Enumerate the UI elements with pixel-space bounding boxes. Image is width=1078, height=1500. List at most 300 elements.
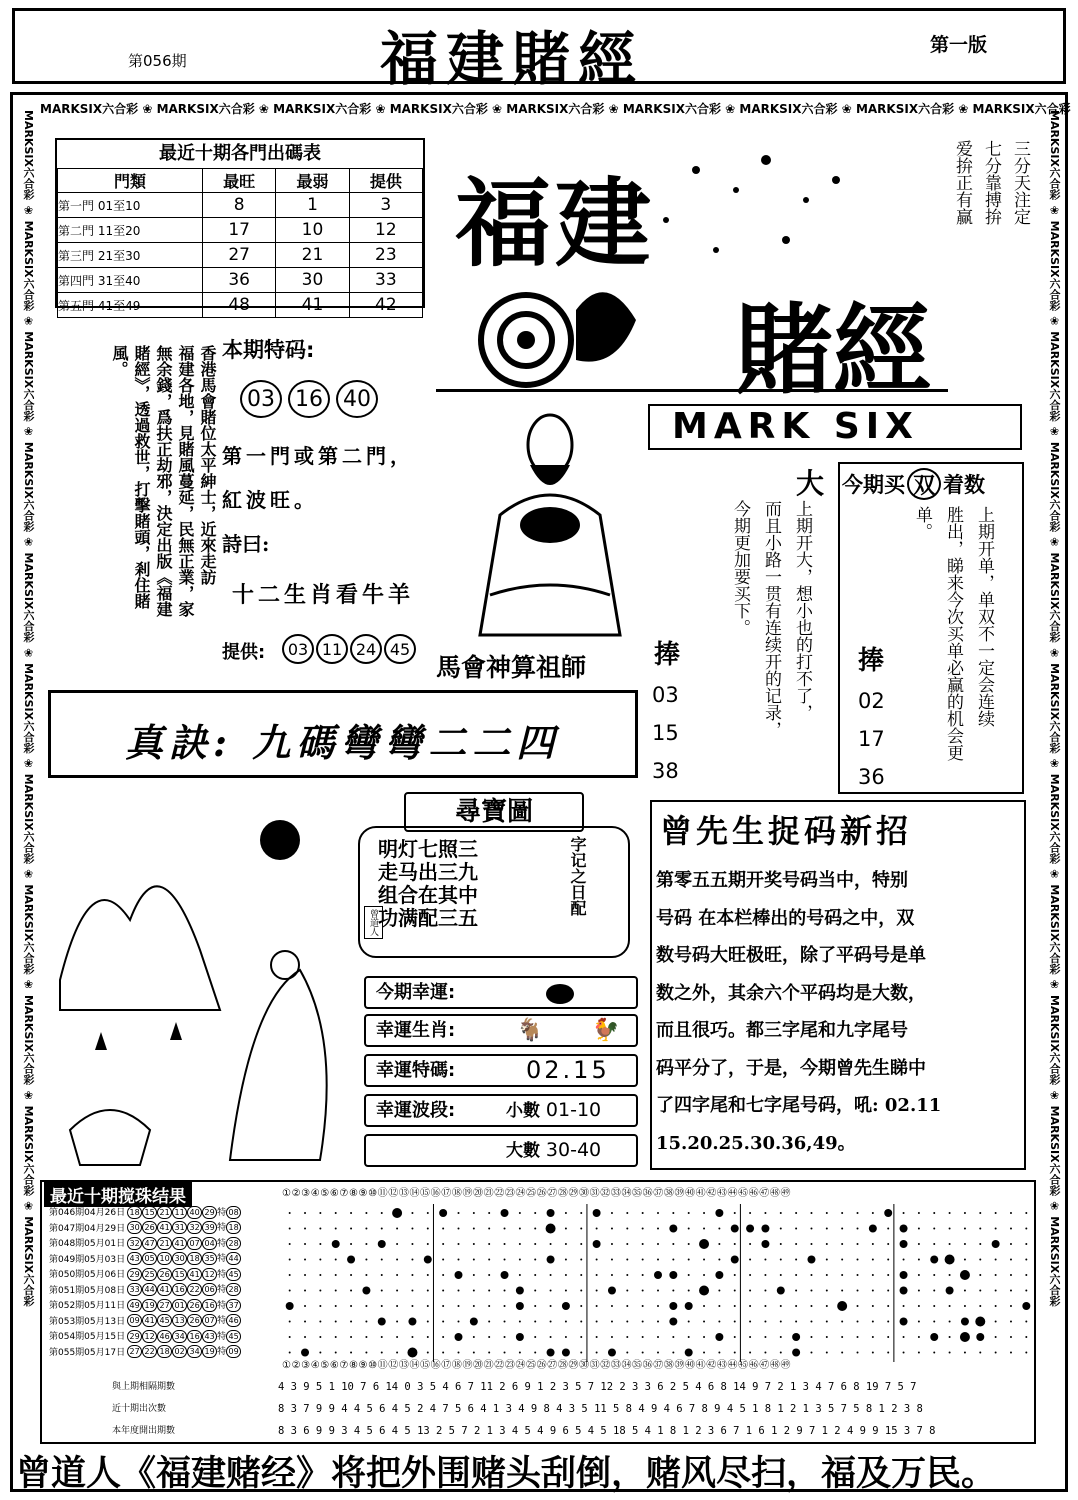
empty-dot bbox=[289, 1228, 291, 1230]
freq-table-title: 最近十期各門出碼表 bbox=[159, 143, 321, 164]
empty-dot bbox=[626, 1228, 628, 1230]
empty-dot bbox=[519, 1228, 521, 1230]
empty-dot bbox=[764, 1274, 766, 1276]
drawn-dot bbox=[715, 1271, 723, 1279]
empty-dot bbox=[534, 1290, 536, 1292]
draw-special-number: 46 bbox=[226, 1314, 241, 1327]
draw-number: 26 bbox=[142, 1221, 157, 1234]
special-star bbox=[960, 1270, 970, 1280]
empty-dot bbox=[442, 1290, 444, 1292]
empty-dot bbox=[918, 1321, 920, 1323]
empty-dot bbox=[810, 1212, 812, 1214]
empty-dot bbox=[442, 1305, 444, 1307]
empty-dot bbox=[457, 1228, 459, 1230]
empty-dot bbox=[473, 1336, 475, 1338]
freq-table bbox=[57, 168, 423, 318]
results-dot-grid bbox=[282, 1204, 1034, 1364]
empty-dot bbox=[365, 1259, 367, 1261]
empty-dot bbox=[519, 1274, 521, 1276]
empty-dot bbox=[365, 1243, 367, 1245]
special-star bbox=[392, 1208, 402, 1218]
draw-numbers bbox=[126, 1220, 242, 1236]
empty-dot bbox=[396, 1274, 398, 1276]
table-row: 第四門 31至40 36 30 33 bbox=[58, 268, 423, 293]
table-row: 第二門 11至20 17 10 12 bbox=[58, 218, 423, 243]
empty-dot bbox=[565, 1228, 567, 1230]
empty-dot bbox=[780, 1321, 782, 1323]
draw-number: 18 bbox=[187, 1252, 202, 1265]
drawn-dot bbox=[347, 1256, 355, 1264]
empty-dot bbox=[289, 1243, 291, 1245]
empty-dot bbox=[427, 1212, 429, 1214]
empty-dot bbox=[488, 1336, 490, 1338]
empty-dot bbox=[841, 1290, 843, 1292]
empty-dot bbox=[473, 1243, 475, 1245]
zhenjue-text: 真訣: 九碼彎彎二二四 bbox=[125, 720, 561, 765]
pick-number: 02 bbox=[858, 689, 885, 713]
table-row bbox=[48, 1266, 242, 1282]
empty-dot bbox=[534, 1336, 536, 1338]
draw-number: 41 bbox=[157, 1221, 172, 1234]
empty-dot bbox=[688, 1259, 690, 1261]
empty-dot bbox=[642, 1321, 644, 1323]
empty-dot bbox=[949, 1336, 951, 1338]
empty-dot bbox=[949, 1305, 951, 1307]
empty-dot bbox=[857, 1243, 859, 1245]
empty-dot bbox=[488, 1321, 490, 1323]
draw-special: 特 bbox=[217, 1285, 227, 1296]
empty-dot bbox=[473, 1212, 475, 1214]
drawn-dot bbox=[869, 1225, 877, 1233]
empty-dot bbox=[534, 1352, 536, 1354]
draw-number: 29 bbox=[202, 1206, 217, 1219]
empty-dot bbox=[611, 1305, 613, 1307]
draw-special-number: 18 bbox=[226, 1221, 241, 1234]
empty-dot bbox=[872, 1290, 874, 1292]
draw-special: 特 bbox=[217, 1347, 227, 1358]
empty-dot bbox=[381, 1228, 383, 1230]
draw-numbers bbox=[126, 1313, 242, 1329]
pick-number: 17 bbox=[858, 727, 885, 751]
empty-dot bbox=[995, 1274, 997, 1276]
intro-vertical-text: 香港馬會賭位太平紳士，近來走訪 福建各地，見賭風蔓延，民無正業，家 無余錢，爲扶正劫邪，決定出版《福建 賭經》，透過救世，打擊賭頭，剎住賭 風。 bbox=[110, 345, 217, 617]
drawn-dot bbox=[501, 1209, 509, 1217]
empty-dot bbox=[872, 1336, 874, 1338]
drawn-dot bbox=[378, 1318, 386, 1326]
empty-dot bbox=[964, 1259, 966, 1261]
empty-dot bbox=[1010, 1274, 1012, 1276]
drawn-dot bbox=[516, 1287, 524, 1295]
special-number: 03 bbox=[240, 380, 282, 418]
empty-dot bbox=[488, 1305, 490, 1307]
empty-dot bbox=[565, 1274, 567, 1276]
empty-dot bbox=[734, 1321, 736, 1323]
empty-dot bbox=[365, 1274, 367, 1276]
draw-date: 第051期05月08日 bbox=[49, 1285, 126, 1296]
empty-dot bbox=[304, 1290, 306, 1292]
empty-dot bbox=[442, 1259, 444, 1261]
empty-dot bbox=[995, 1212, 997, 1214]
empty-dot bbox=[672, 1243, 674, 1245]
empty-dot bbox=[427, 1321, 429, 1323]
zeng-title: 曾先生捉码新招 bbox=[660, 812, 913, 850]
empty-dot bbox=[672, 1290, 674, 1292]
drawn-dot bbox=[1022, 1302, 1030, 1310]
drawn-dot bbox=[654, 1271, 662, 1279]
special-numbers bbox=[240, 380, 378, 418]
lucky-ball bbox=[546, 984, 574, 1004]
draw-number: 16 bbox=[202, 1299, 217, 1312]
empty-dot bbox=[319, 1228, 321, 1230]
empty-dot bbox=[810, 1321, 812, 1323]
draw-number: 10 bbox=[157, 1252, 172, 1265]
provide-label: 提供: bbox=[222, 642, 266, 663]
empty-dot bbox=[964, 1243, 966, 1245]
empty-dot bbox=[918, 1259, 920, 1261]
empty-dot bbox=[749, 1290, 751, 1292]
draw-number: 47 bbox=[142, 1237, 157, 1250]
draw-number: 43 bbox=[127, 1252, 142, 1265]
empty-dot bbox=[795, 1243, 797, 1245]
empty-dot bbox=[887, 1336, 889, 1338]
empty-dot bbox=[580, 1321, 582, 1323]
empty-dot bbox=[841, 1212, 843, 1214]
empty-dot bbox=[657, 1212, 659, 1214]
empty-dot bbox=[350, 1274, 352, 1276]
ticker-unit: MARKSIX六合彩 bbox=[40, 102, 139, 116]
draw-special-number: 45 bbox=[226, 1330, 241, 1343]
table-row bbox=[48, 1297, 242, 1313]
draw-number: 44 bbox=[142, 1283, 157, 1296]
table-row: 第一門 01至10 8 1 3 bbox=[58, 193, 423, 218]
empty-dot bbox=[442, 1352, 444, 1354]
empty-dot bbox=[949, 1212, 951, 1214]
empty-dot bbox=[1010, 1212, 1012, 1214]
empty-dot bbox=[626, 1243, 628, 1245]
empty-dot bbox=[319, 1259, 321, 1261]
treasure-seal: 曾道人 bbox=[364, 906, 383, 939]
empty-dot bbox=[780, 1259, 782, 1261]
empty-dot bbox=[596, 1274, 598, 1276]
empty-dot bbox=[550, 1243, 552, 1245]
pick-number: 38 bbox=[652, 759, 679, 783]
empty-dot bbox=[565, 1212, 567, 1214]
empty-dot bbox=[457, 1243, 459, 1245]
empty-dot bbox=[427, 1243, 429, 1245]
drawn-dot bbox=[807, 1256, 815, 1264]
draw-number: 31 bbox=[172, 1221, 187, 1234]
empty-dot bbox=[749, 1336, 751, 1338]
draw-special-number: 28 bbox=[226, 1237, 241, 1250]
empty-dot bbox=[734, 1243, 736, 1245]
empty-dot bbox=[718, 1259, 720, 1261]
empty-dot bbox=[979, 1228, 981, 1230]
drawn-dot bbox=[669, 1318, 677, 1326]
buy-pick-numbers bbox=[858, 682, 885, 796]
marksix-text: MARK SIX bbox=[672, 406, 919, 447]
table-row bbox=[48, 1313, 242, 1329]
empty-dot bbox=[289, 1321, 291, 1323]
empty-dot bbox=[933, 1274, 935, 1276]
empty-dot bbox=[442, 1274, 444, 1276]
empty-dot bbox=[903, 1212, 905, 1214]
special-star bbox=[699, 1239, 709, 1249]
drawn-dot bbox=[424, 1256, 432, 1264]
empty-dot bbox=[826, 1228, 828, 1230]
draw-date: 第047期04月29日 bbox=[49, 1223, 126, 1234]
draw-number: 29 bbox=[127, 1330, 142, 1343]
empty-dot bbox=[764, 1212, 766, 1214]
empty-dot bbox=[918, 1336, 920, 1338]
empty-dot bbox=[596, 1321, 598, 1323]
empty-dot bbox=[918, 1352, 920, 1354]
draw-number: 15 bbox=[142, 1206, 157, 1219]
treasure-side: 字记之日配 bbox=[568, 836, 587, 916]
buy-pick-label: 捧 bbox=[858, 646, 885, 676]
draw-special-number: 28 bbox=[226, 1283, 241, 1296]
drawn-dot bbox=[976, 1333, 984, 1341]
empty-dot bbox=[350, 1243, 352, 1245]
draw-number: 32 bbox=[187, 1221, 202, 1234]
empty-dot bbox=[642, 1336, 644, 1338]
table-row bbox=[48, 1220, 242, 1236]
empty-dot bbox=[918, 1228, 920, 1230]
empty-dot bbox=[350, 1321, 352, 1323]
empty-dot bbox=[504, 1336, 506, 1338]
draw-number: 18 bbox=[157, 1345, 172, 1358]
draw-date: 第054期05月15日 bbox=[49, 1332, 126, 1343]
empty-dot bbox=[642, 1305, 644, 1307]
draw-number: 41 bbox=[187, 1268, 202, 1281]
draw-number: 12 bbox=[202, 1268, 217, 1281]
empty-dot bbox=[611, 1228, 613, 1230]
draw-special-number: 09 bbox=[226, 1345, 241, 1358]
empty-dot bbox=[519, 1212, 521, 1214]
draw-number: 07 bbox=[202, 1314, 217, 1327]
empty-dot bbox=[857, 1212, 859, 1214]
special-star bbox=[960, 1332, 970, 1342]
empty-dot bbox=[703, 1352, 705, 1354]
treasure-lines: 明灯七照三 走马出三九 组合在其中 功满配三五 bbox=[378, 837, 478, 930]
draw-special: 特 bbox=[217, 1269, 227, 1280]
draw-number: 43 bbox=[202, 1330, 217, 1343]
empty-dot bbox=[427, 1290, 429, 1292]
empty-dot bbox=[979, 1274, 981, 1276]
master-figure bbox=[460, 395, 640, 645]
empty-dot bbox=[335, 1212, 337, 1214]
empty-dot bbox=[365, 1305, 367, 1307]
empty-dot bbox=[949, 1274, 951, 1276]
empty-dot bbox=[964, 1228, 966, 1230]
draw-numbers bbox=[126, 1297, 242, 1313]
empty-dot bbox=[949, 1228, 951, 1230]
empty-dot bbox=[718, 1321, 720, 1323]
empty-dot bbox=[596, 1228, 598, 1230]
empty-dot bbox=[810, 1336, 812, 1338]
empty-dot bbox=[734, 1336, 736, 1338]
empty-dot bbox=[504, 1305, 506, 1307]
empty-dot bbox=[642, 1274, 644, 1276]
drawn-dot bbox=[439, 1209, 447, 1217]
empty-dot bbox=[734, 1212, 736, 1214]
empty-dot bbox=[626, 1305, 628, 1307]
empty-dot bbox=[826, 1336, 828, 1338]
empty-dot bbox=[841, 1243, 843, 1245]
empty-dot bbox=[810, 1352, 812, 1354]
empty-dot bbox=[749, 1352, 751, 1354]
empty-dot bbox=[442, 1243, 444, 1245]
lucky-row-4: 幸運波段: 小數 01-10 bbox=[364, 1094, 638, 1127]
empty-dot bbox=[457, 1212, 459, 1214]
empty-dot bbox=[642, 1259, 644, 1261]
empty-dot bbox=[626, 1352, 628, 1354]
zeng-lines: 第零五五期开奖号码当中，特别 号码 在本栏棒出的号码之中，双 数号码大旺极旺，除了平码号是单 数之外，其余六个平码均是大数， 而且很巧。都三字尾和九字尾号 码平分了，于是，今期曾先生睇中 了四字尾和七字尾号码，吼: 02.11 15.20.25.30.36,49。 bbox=[656, 870, 942, 1154]
draw-date: 第055期05月17日 bbox=[49, 1347, 126, 1358]
drawn-dot bbox=[930, 1333, 938, 1341]
drawn-dot bbox=[946, 1287, 954, 1295]
drawn-dot bbox=[593, 1209, 601, 1217]
empty-dot bbox=[1025, 1290, 1027, 1292]
ticker-left: MARKSIX六合彩 ❀ MARKSIX六合彩 ❀ MARKSIX六合彩 ❀ MARKSIX六合彩 ❀ MARKSIX六合彩 ❀ MARKSIX六合彩 ❀ MARKSIX六合彩 ❀ MARKSIX六合彩 ❀ MARKSIX六合彩 ❀ MARKSIX六合彩 ❀ MARKSIX六合彩 bbox=[22, 110, 35, 1307]
empty-dot bbox=[918, 1212, 920, 1214]
empty-dot bbox=[319, 1305, 321, 1307]
empty-dot bbox=[519, 1259, 521, 1261]
col-give: 提供 bbox=[349, 169, 422, 193]
empty-dot bbox=[488, 1259, 490, 1261]
empty-dot bbox=[596, 1352, 598, 1354]
table-row: 第三門 21至30 27 21 23 bbox=[58, 243, 423, 268]
poem-label: 詩曰: bbox=[222, 532, 270, 556]
special-number: 40 bbox=[336, 380, 378, 418]
empty-dot bbox=[519, 1321, 521, 1323]
results-title: 最近十期搅珠结果 bbox=[44, 1182, 192, 1207]
edition-label: 第一版 bbox=[930, 34, 988, 56]
empty-dot bbox=[949, 1243, 951, 1245]
empty-dot bbox=[335, 1352, 337, 1354]
draw-special: 特 bbox=[217, 1331, 227, 1342]
drawn-dot bbox=[378, 1240, 386, 1248]
empty-dot bbox=[350, 1305, 352, 1307]
empty-dot bbox=[810, 1228, 812, 1230]
empty-dot bbox=[887, 1228, 889, 1230]
hero-title-1: 福建 bbox=[455, 167, 655, 280]
empty-dot bbox=[488, 1228, 490, 1230]
drawn-dot bbox=[286, 1302, 294, 1310]
draw-number: 34 bbox=[187, 1345, 202, 1358]
empty-dot bbox=[411, 1290, 413, 1292]
empty-dot bbox=[365, 1352, 367, 1354]
drawn-dot bbox=[547, 1209, 555, 1217]
empty-dot bbox=[657, 1243, 659, 1245]
empty-dot bbox=[611, 1259, 613, 1261]
drawn-dot bbox=[562, 1302, 570, 1310]
draw-number: 25 bbox=[142, 1268, 157, 1281]
empty-dot bbox=[289, 1336, 291, 1338]
empty-dot bbox=[672, 1336, 674, 1338]
draw-number: 41 bbox=[142, 1314, 157, 1327]
provide-number: 11 bbox=[316, 634, 348, 664]
empty-dot bbox=[995, 1352, 997, 1354]
draw-number: 21 bbox=[157, 1206, 172, 1219]
empty-dot bbox=[703, 1259, 705, 1261]
empty-dot bbox=[688, 1243, 690, 1245]
rooster-icon: 🐓 bbox=[592, 1018, 620, 1043]
draw-number: 16 bbox=[172, 1283, 187, 1296]
empty-dot bbox=[596, 1259, 598, 1261]
empty-dot bbox=[933, 1305, 935, 1307]
special-star bbox=[546, 1224, 556, 1234]
empty-dot bbox=[841, 1274, 843, 1276]
empty-dot bbox=[427, 1352, 429, 1354]
empty-dot bbox=[1025, 1212, 1027, 1214]
empty-dot bbox=[550, 1274, 552, 1276]
empty-dot bbox=[457, 1259, 459, 1261]
draw-number: 07 bbox=[187, 1237, 202, 1250]
pick-left-label: 捧 bbox=[654, 640, 681, 670]
empty-dot bbox=[611, 1274, 613, 1276]
buy-head: 今期买 双 着数 bbox=[842, 468, 985, 500]
empty-dot bbox=[734, 1274, 736, 1276]
empty-dot bbox=[857, 1352, 859, 1354]
empty-dot bbox=[872, 1352, 874, 1354]
footer-slogan: 曾道人《福建赌经》将把外围赌头刮倒，赌风尽扫，福及万民。 bbox=[16, 1453, 997, 1494]
draw-number: 40 bbox=[187, 1206, 202, 1219]
empty-dot bbox=[872, 1305, 874, 1307]
empty-dot bbox=[918, 1243, 920, 1245]
empty-dot bbox=[903, 1305, 905, 1307]
drawn-dot bbox=[715, 1333, 723, 1341]
empty-dot bbox=[473, 1305, 475, 1307]
empty-dot bbox=[918, 1305, 920, 1307]
empty-dot bbox=[565, 1259, 567, 1261]
table-row: 第五門 41至49 48 41 42 bbox=[58, 293, 423, 318]
empty-dot bbox=[611, 1212, 613, 1214]
empty-dot bbox=[872, 1243, 874, 1245]
results-table bbox=[48, 1204, 242, 1359]
empty-dot bbox=[749, 1305, 751, 1307]
even-mark: 双 bbox=[907, 468, 941, 500]
empty-dot bbox=[688, 1212, 690, 1214]
draw-numbers bbox=[126, 1344, 242, 1360]
draw-number: 16 bbox=[187, 1330, 202, 1343]
empty-dot bbox=[488, 1243, 490, 1245]
empty-dot bbox=[304, 1243, 306, 1245]
draw-special: 特 bbox=[217, 1300, 227, 1311]
empty-dot bbox=[764, 1352, 766, 1354]
empty-dot bbox=[580, 1259, 582, 1261]
draw-number: 02 bbox=[172, 1345, 187, 1358]
landscape-illustration bbox=[50, 800, 360, 1170]
empty-dot bbox=[411, 1305, 413, 1307]
empty-dot bbox=[319, 1212, 321, 1214]
stat-values: 4 3 9 5 1 10 7 6 14 0 3 5 4 6 7 11 2 6 9 1 2 3 5 7 12 2 3 3 6 2 5 4 6 8 14 9 7 2 1 3 4 7 6 8 19 7 5 7 8 3 7 9 9 4 4 5 6 4 5 2 4 7 5 6 4 1 3 4 9 8 4 3 5 11 5 8 4 9 4 6 7 8 9 4 5 1 8 1 2 1 3 5 7 5 8 1 2 3 8 8 3 6 9 9 3 4 5 6 4 5 13 2 5 7 2 1 3 4 5 4 9 6 5 4 5 18 5 4 1 8 1 2 3 6 7 1 6 1 2 9 7 1 2 4 9 9 15 3 7 8 bbox=[278, 1381, 936, 1437]
special-star bbox=[945, 1255, 955, 1265]
empty-dot bbox=[411, 1212, 413, 1214]
empty-dot bbox=[381, 1259, 383, 1261]
drawn-dot bbox=[792, 1349, 800, 1357]
empty-dot bbox=[381, 1305, 383, 1307]
empty-dot bbox=[626, 1321, 628, 1323]
empty-dot bbox=[933, 1212, 935, 1214]
drawn-dot bbox=[715, 1209, 723, 1217]
draw-number: 39 bbox=[202, 1221, 217, 1234]
empty-dot bbox=[749, 1212, 751, 1214]
empty-dot bbox=[688, 1274, 690, 1276]
empty-dot bbox=[764, 1259, 766, 1261]
empty-dot bbox=[350, 1228, 352, 1230]
drawn-dot bbox=[454, 1271, 462, 1279]
empty-dot bbox=[749, 1321, 751, 1323]
